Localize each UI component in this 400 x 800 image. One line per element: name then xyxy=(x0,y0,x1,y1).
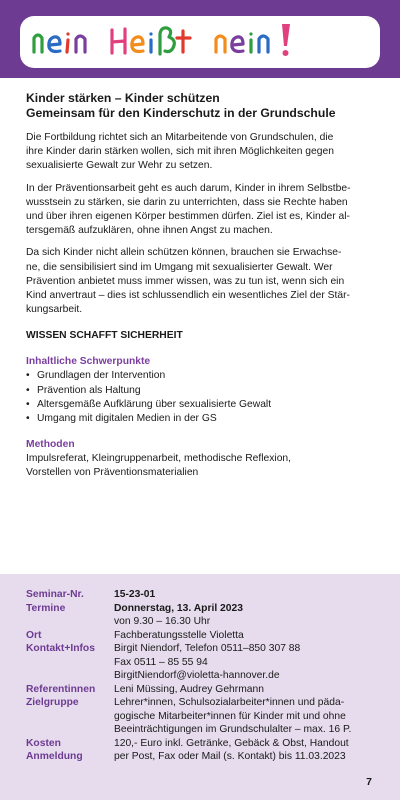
list-item: • Prävention als Haltung xyxy=(26,384,378,398)
page-title xyxy=(26,91,378,121)
list-item: • Grundlagen der Intervention xyxy=(26,369,378,383)
info-row-speakers xyxy=(26,683,376,697)
value-line: 15-23-01 xyxy=(114,589,156,600)
adults-paragraph xyxy=(26,246,378,317)
info-row-target-group xyxy=(26,696,376,737)
info-row-registration xyxy=(26,750,376,764)
info-table xyxy=(26,588,376,764)
text-line: Die Fortbildung richtet sich an Mitarbeitende von Grundschulen, die xyxy=(26,132,334,143)
focus-list xyxy=(26,369,378,426)
info-value xyxy=(114,642,376,683)
methods-text xyxy=(26,452,378,480)
section-heading: WISSEN SCHAFFT SICHERHEIT xyxy=(26,330,183,342)
email-link[interactable]: BirgitNiendorf@violetta-hannover.de xyxy=(114,670,280,681)
text-line: und über ihren eigenen Körper bestimmen dürfen. Ziel ist es, Kinder al- xyxy=(26,211,350,223)
text-line: Kind anvertraut – dies ist schlussendlich ein wesentliches Ziel der Stär- xyxy=(26,290,350,302)
text-line: sexualisierte Gewalt zur Wehr zu setzen. xyxy=(26,160,213,172)
info-label: Zielgruppe xyxy=(26,697,79,708)
info-label: Kontakt+Infos xyxy=(26,643,95,654)
info-value xyxy=(114,737,376,751)
info-row-location xyxy=(26,629,376,643)
info-value xyxy=(114,683,376,697)
text-line: Vorstellen von Präventionsmaterialien xyxy=(26,467,199,479)
info-label: Referentinnen xyxy=(26,683,96,695)
value-line: 120,- Euro inkl. Getränke, Gebäck & Obst, Handout xyxy=(114,737,349,749)
info-row-contact xyxy=(26,642,376,683)
value-line: Lehrer*innen, Schulsozialarbeiter*innen und päda- xyxy=(114,697,345,708)
value-line: von 9.30 – 16.30 Uhr xyxy=(114,616,211,627)
header-band xyxy=(0,0,400,78)
value-line: Fax 0511 – 85 55 94 xyxy=(114,656,208,668)
info-value xyxy=(114,696,376,737)
text-line: Da sich Kinder nicht allein schützen können, brauchen sie Erwachse- xyxy=(26,247,342,259)
text-line: ihre Kinder darin stärken wollen, sich mit ihren Möglichkeiten gegen xyxy=(26,146,334,158)
value-line: Birgit Niendorf, Telefon 0511–850 307 88 xyxy=(114,643,301,654)
list-item: • Umgang mit digitalen Medien in der GS xyxy=(26,412,378,426)
logo-lettering xyxy=(20,16,380,68)
info-value xyxy=(114,629,376,643)
info-value xyxy=(114,588,376,602)
text-line: Prävention anbietet muss immer wissen, was zu tun ist, wenn sich ein xyxy=(26,275,345,287)
value-line: Donnerstag, 13. April 2023 xyxy=(114,602,243,614)
logo xyxy=(20,16,380,68)
title-line-1: Kinder stärken – Kinder schützen xyxy=(26,91,220,105)
value-line: Leni Müssing, Audrey Gehrmann xyxy=(114,683,264,695)
list-item: • Altersgemäße Aufklärung über sexualisierte Gewalt xyxy=(26,398,378,412)
value-line: Fachberatungsstelle Violetta xyxy=(114,629,244,641)
value-line: per Post, Fax oder Mail (s. Kontakt) bis 11.03.2023 xyxy=(114,751,346,762)
info-row-seminar xyxy=(26,588,376,602)
intro-paragraph xyxy=(26,131,378,174)
info-label: Anmeldung xyxy=(26,751,83,762)
focus-heading: Inhaltliche Schwerpunkte xyxy=(26,356,151,368)
text-line: kungsarbeit. xyxy=(26,304,83,316)
value-line: Beeinträchtigungen im Grundschulalter – max. 16 P. xyxy=(114,724,352,735)
info-label: Seminar-Nr. xyxy=(26,589,84,600)
info-label: Ort xyxy=(26,629,42,641)
text-line: In der Präventionsarbeit geht es auch darum, Kinder in ihrem Selbstbe- xyxy=(26,182,351,194)
value-line: gogische Mitarbeiter*innen für Kinder mit und ohne xyxy=(114,710,346,722)
text-line: Impulsreferat, Kleingruppenarbeit, methodische Reflexion, xyxy=(26,453,292,465)
main-content xyxy=(26,91,378,489)
prevention-paragraph xyxy=(26,182,378,239)
title-line-2: Gemeinsam für den Kinderschutz in der Grundschule xyxy=(26,106,336,120)
page-number: 7 xyxy=(366,776,372,788)
info-row-dates xyxy=(26,602,376,629)
text-line: wusstsein zu stärken, sie darin zu unterrichten, dass sie Rechte haben xyxy=(26,196,348,208)
info-label: Kosten xyxy=(26,737,61,749)
info-row-costs xyxy=(26,737,376,751)
info-label: Termine xyxy=(26,602,66,614)
text-line: ne, die sensibilisiert sind im Umgang mit sexualisierter Gewalt. Wer xyxy=(26,261,333,273)
text-line: tersgemäß aufzuklären, ohne ihnen Angst zu machen. xyxy=(26,225,273,237)
methods-heading: Methoden xyxy=(26,439,75,451)
info-value xyxy=(114,750,376,764)
info-value xyxy=(114,602,376,629)
